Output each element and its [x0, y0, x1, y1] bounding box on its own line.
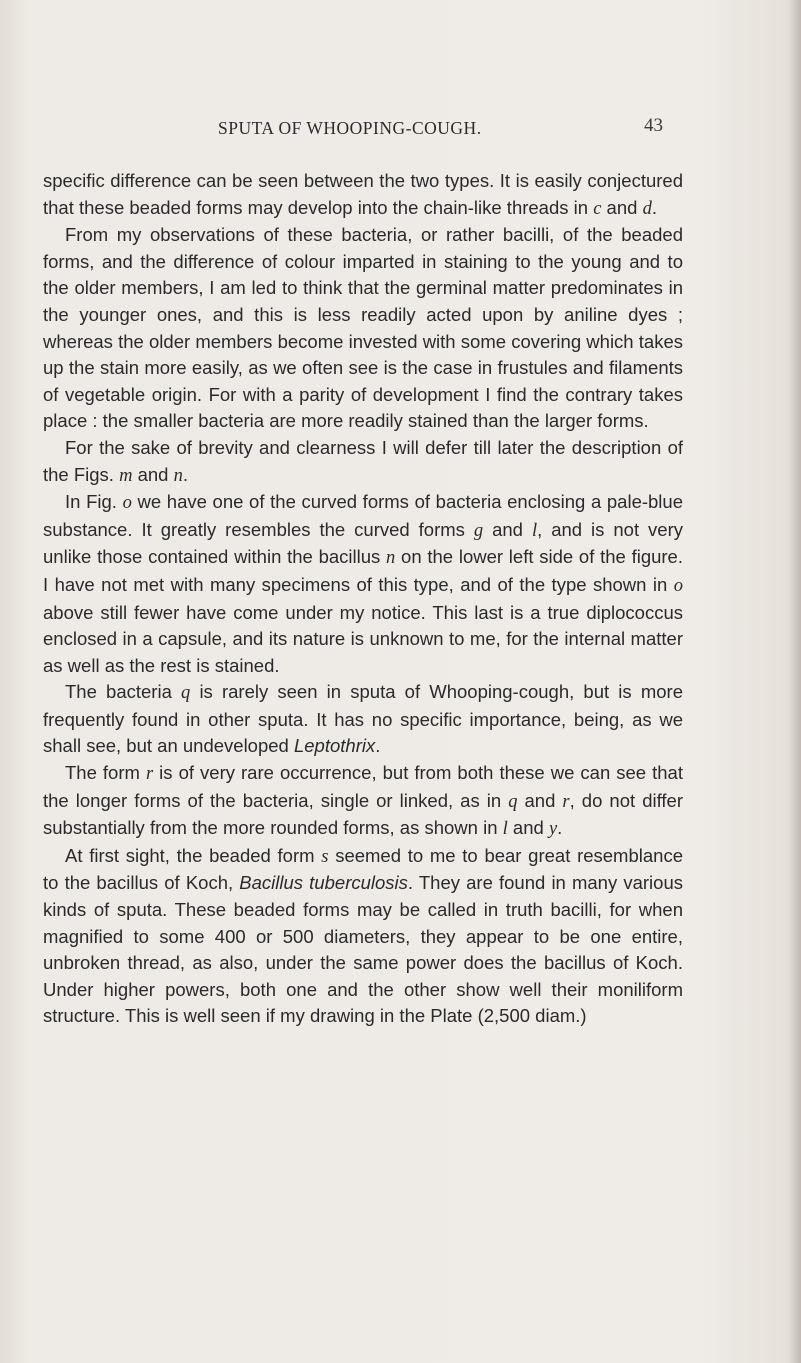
figure-letter: q — [508, 791, 518, 812]
paragraph — [43, 679, 683, 760]
italic-term: Leptothrix — [293, 735, 376, 757]
text-run: seemed to me to bear great resemblance to the bacillus of Koch, — [43, 844, 683, 894]
figure-letter: r — [562, 791, 570, 812]
text-run: . — [557, 817, 563, 839]
text-run: . — [182, 463, 189, 485]
page-header — [0, 115, 801, 148]
italic-term: Bacillus tuberculosis — [239, 872, 408, 894]
text-run: The form — [65, 762, 146, 784]
figure-letter: y — [548, 819, 558, 840]
text-run: and — [483, 518, 532, 540]
page-number: 43 — [644, 115, 663, 136]
text-run: above still fewer have come under my notice. This last is a true diplococcus enclosed in a capsule, and its nature is unknown to me, for the internal matter as well as the rest is stained. — [43, 601, 683, 676]
page-edge-shadow — [789, 0, 801, 1363]
paragraph — [43, 843, 683, 1030]
text-run: . — [651, 196, 657, 218]
text-run: , do not differ substantially from the more rounded forms, as shown in — [43, 789, 683, 839]
figure-letter: r — [145, 764, 154, 785]
figure-letter: o — [673, 575, 683, 596]
figure-letter: l — [502, 819, 508, 840]
text-run: is of very rare occurrence, but from both these we can see that the longer forms of the bacteria, single or linked, as in — [43, 762, 683, 811]
figure-letter: c — [593, 198, 602, 219]
paragraph — [43, 168, 683, 222]
text-run: and — [517, 789, 563, 811]
text-run: specific difference can be seen between the two types. It is easily conjectured that these beaded forms may develop into the chain-like threads in — [43, 170, 683, 218]
text-run: and — [601, 196, 643, 218]
text-run: In Fig. — [65, 491, 123, 513]
figure-letter: o — [122, 493, 132, 514]
figure-letter: q — [181, 683, 191, 704]
figure-letter: g — [473, 520, 484, 541]
text-run: , and is not very unlike those contained within the bacillus — [43, 518, 683, 568]
paragraph — [43, 222, 683, 435]
running-head: SPUTA OF WHOOPING-COUGH. — [218, 118, 482, 138]
body-text — [43, 168, 683, 1030]
paragraph — [43, 489, 683, 679]
figure-letter: d — [642, 198, 652, 219]
figure-letter: n — [386, 548, 396, 569]
text-run: we have one of the curved forms of bacteria enclosing a pale-blue substance. It greatly resembles the curved forms — [43, 491, 683, 540]
text-run: At first sight, the beaded form — [65, 844, 322, 866]
paragraph — [43, 760, 683, 843]
text-run: is rarely seen in sputa of Whooping-cough, but is more frequently found in other sputa. It has no specific importance, being, as we shall see, but an undeveloped — [43, 681, 683, 757]
text-run: and — [132, 463, 174, 485]
text-run: From my observations of these bacteria, or rather bacilli, of the beaded forms, and the difference of colour imparted in staining to the young and to the older members, I am led to think that the germinal matter predominates in the younger ones, and this is less readily acted upon by aniline dyes ; whereas the older members become invested with some covering which takes up the stain more easily, as we often see is the case in frustules and filaments of vegetable origin. For with a parity of development I find the contrary takes place : the smaller bacteria are more readily stained than the larger forms. — [43, 224, 683, 432]
figure-letter: n — [173, 465, 183, 486]
figure-letter: l — [531, 520, 538, 541]
text-run: on the lower left side of the figure. I have not met with many specimens of this type, and of the type shown in — [43, 546, 683, 595]
figure-letter: s — [321, 846, 329, 867]
text-run: The bacteria — [65, 681, 182, 703]
text-run: and — [507, 817, 549, 839]
text-run: For the sake of brevity and clearness I will defer till later the description of the Figs. — [43, 436, 683, 485]
text-run: . — [375, 735, 381, 757]
text-run: . They are found in many various kinds of sputa. These beaded forms may be called in truth bacilli, for when magnified to some 400 or 500 diameters, they appear to be one entire, unbroken thread, as also, under the same power does the bacillus of Koch. Under higher powers, both one and the other show well their moniliform structure. This is well seen if my drawing in the Plate (2,500 diam.) — [43, 872, 683, 1027]
figure-letter: m — [119, 465, 133, 486]
paragraph — [43, 435, 683, 489]
